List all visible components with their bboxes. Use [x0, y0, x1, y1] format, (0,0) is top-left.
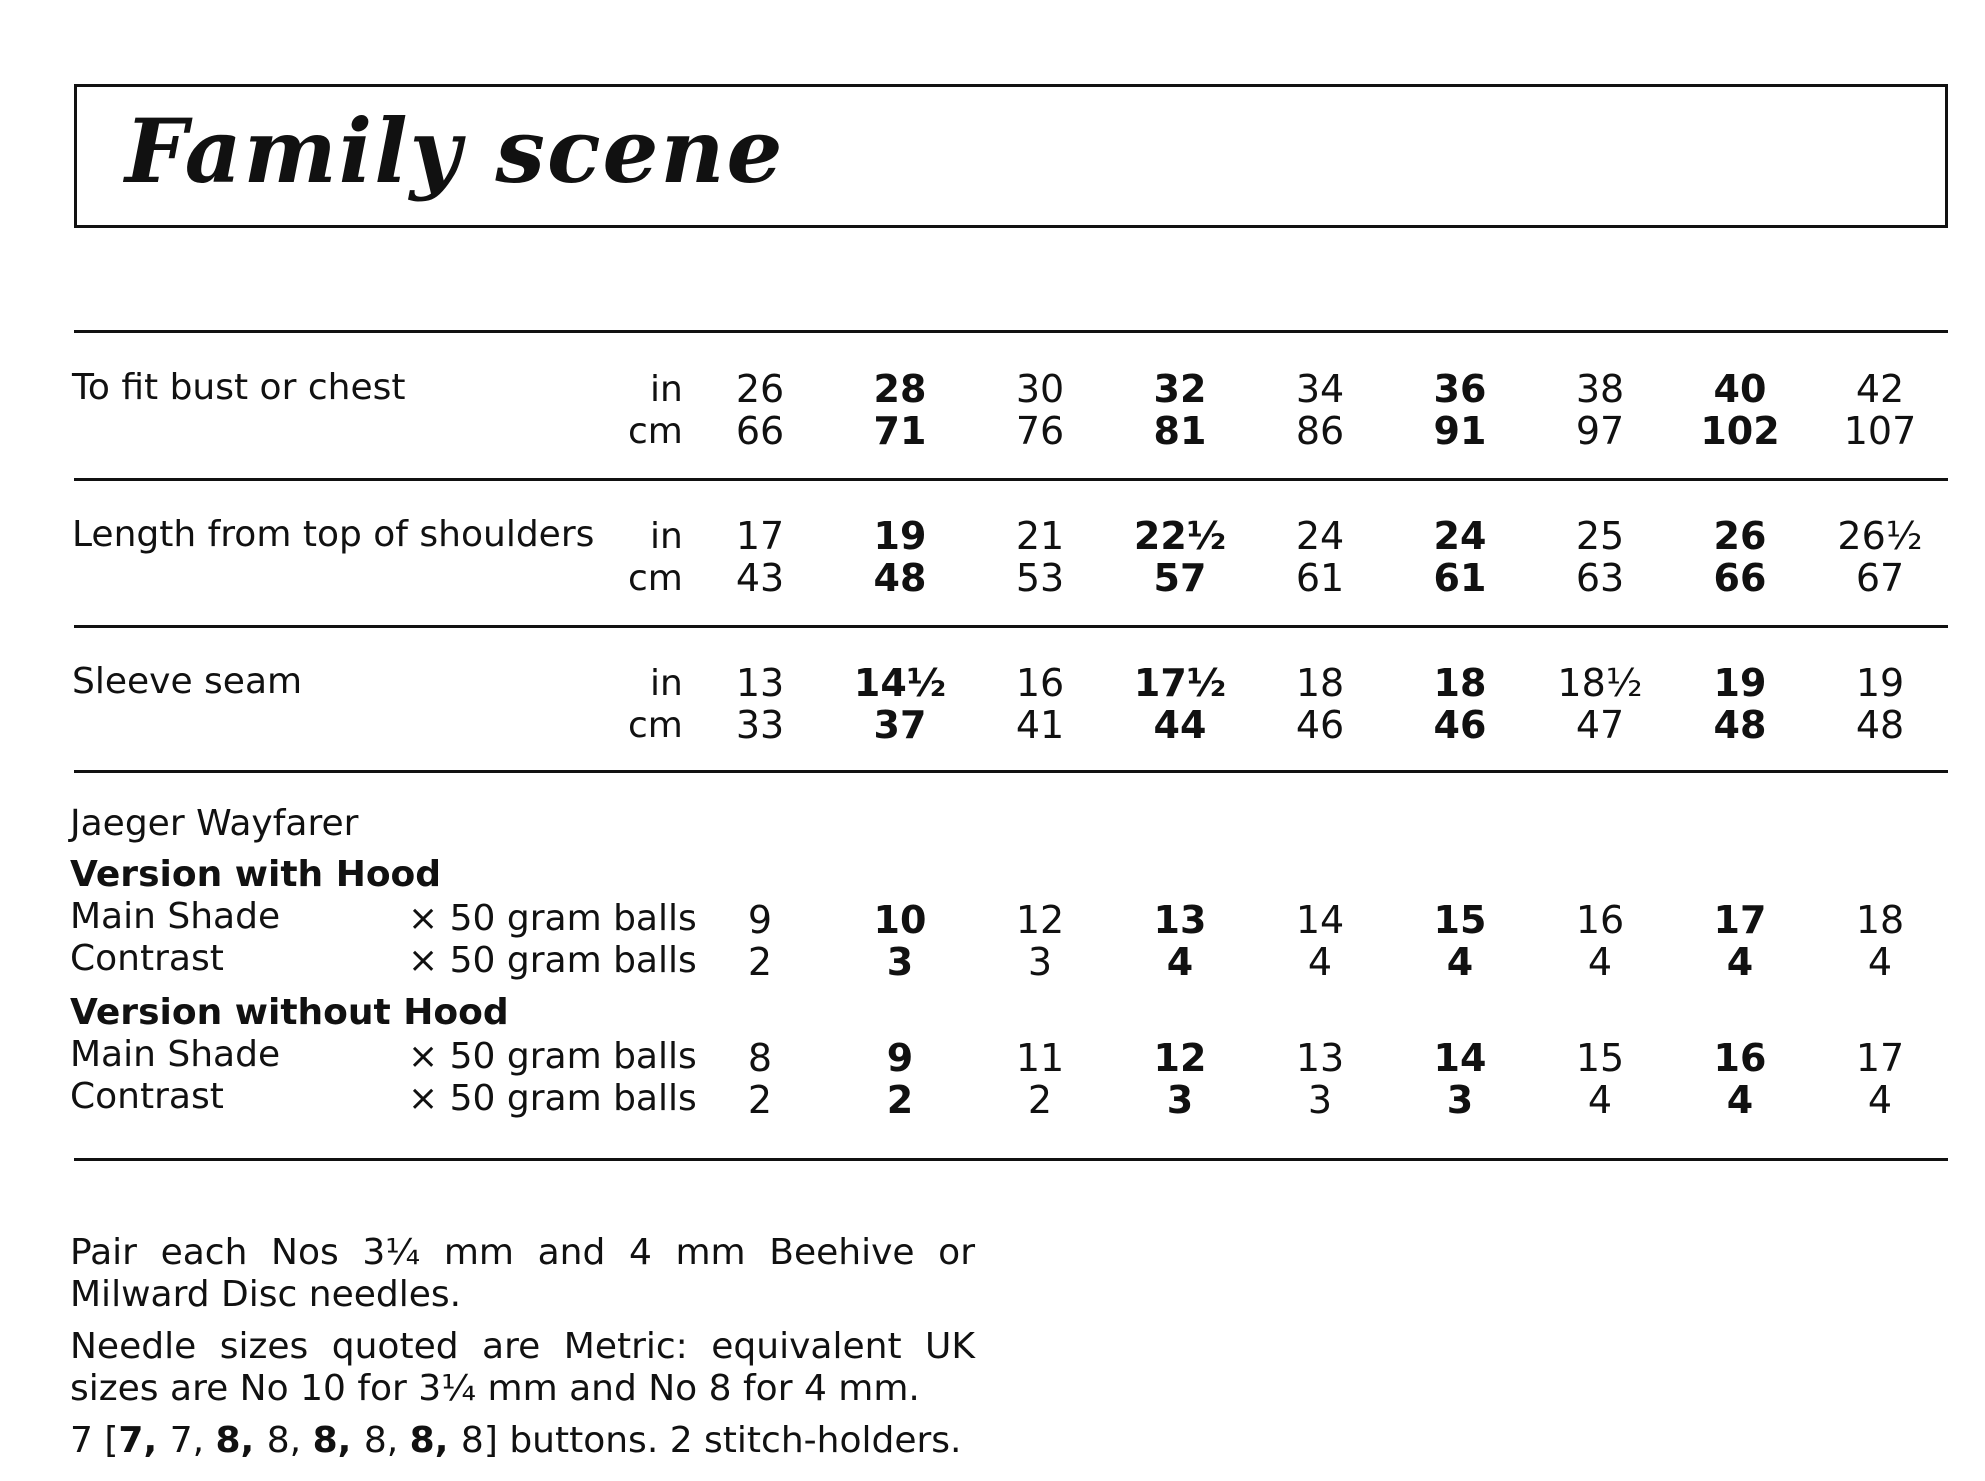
table-rule-bottom: [74, 1158, 1948, 1161]
shade-label: Main Shade: [70, 896, 281, 937]
yarn-cell: 2: [886, 1078, 914, 1122]
button-count: 8: [215, 1420, 241, 1461]
yarn-cell: 3: [1166, 1078, 1194, 1122]
cell-cm: 53: [1015, 556, 1065, 600]
yarn-cell: 17: [1855, 1036, 1905, 1080]
yarn-cell: 4: [1726, 1078, 1754, 1122]
shade-unit: × 50 gram balls: [408, 1036, 697, 1077]
yarn-cell: 9: [747, 898, 773, 942]
button-count: 8: [266, 1420, 290, 1461]
cell-cm: 33: [735, 703, 785, 747]
shade-unit: × 50 gram balls: [408, 1078, 697, 1119]
cell-cm: 91: [1433, 409, 1487, 453]
cell-cm: 86: [1295, 409, 1345, 453]
button-count: 8: [460, 1420, 484, 1461]
yarn-cell: 9: [886, 1036, 914, 1080]
button-count: 8: [409, 1420, 435, 1461]
shade-label: Contrast: [70, 1076, 224, 1117]
unit-cm: cm: [628, 411, 683, 452]
cell-cm: 67: [1855, 556, 1905, 600]
yarn-cell: 16: [1575, 898, 1625, 942]
row-label: To fit bust or chest: [72, 367, 406, 408]
cell-cm: 43: [735, 556, 785, 600]
button-count: 8: [363, 1420, 387, 1461]
metric-note: Needle sizes quoted are Metric: equivalent UK sizes are No 10 for 3¼ mm and No 8 for 4 mm.: [70, 1326, 975, 1409]
cell-cm: 97: [1575, 409, 1625, 453]
unit-cm: cm: [628, 558, 683, 599]
yarn-cell: 4: [1446, 940, 1474, 984]
cell-cm: 107: [1843, 409, 1917, 453]
cell-in: 26½: [1837, 514, 1923, 558]
cell-in: 36: [1433, 367, 1487, 411]
cell-cm: 46: [1433, 703, 1487, 747]
yarn-cell: 13: [1295, 1036, 1345, 1080]
yarn-cell: 4: [1587, 940, 1613, 984]
yarn-cell: 4: [1166, 940, 1194, 984]
buttons-note: 7 [7, 7, 8, 8, 8, 8, 8, 8] buttons. 2 stitch-holders.: [70, 1420, 962, 1461]
cell-in: 17½: [1133, 661, 1227, 705]
cell-in: 30: [1015, 367, 1065, 411]
cell-in: 18: [1295, 661, 1345, 705]
version-heading: Version without Hood: [70, 992, 509, 1033]
yarn-cell: 11: [1015, 1036, 1065, 1080]
cell-in: 21: [1015, 514, 1065, 558]
yarn-cell: 18: [1855, 898, 1905, 942]
table-rule: [74, 770, 1948, 773]
cell-cm: 76: [1015, 409, 1065, 453]
yarn-cell: 3: [886, 940, 914, 984]
cell-in: 32: [1153, 367, 1207, 411]
yarn-cell: 15: [1575, 1036, 1625, 1080]
yarn-cell: 4: [1307, 940, 1333, 984]
cell-in: 28: [873, 367, 927, 411]
yarn-cell: 2: [747, 940, 773, 984]
table-rule: [74, 625, 1948, 628]
cell-in: 26: [735, 367, 785, 411]
cell-in: 19: [1713, 661, 1767, 705]
cell-in: 40: [1713, 367, 1767, 411]
buttons-open: 7 [: [70, 1420, 119, 1461]
yarn-cell: 4: [1587, 1078, 1613, 1122]
unit-in: in: [650, 663, 683, 704]
cell-in: 18: [1433, 661, 1487, 705]
cell-cm: 102: [1700, 409, 1780, 453]
yarn-cell: 3: [1307, 1078, 1333, 1122]
yarn-cell: 4: [1726, 940, 1754, 984]
yarn-cell: 8: [747, 1036, 773, 1080]
unit-cm: cm: [628, 705, 683, 746]
yarn-cell: 16: [1713, 1036, 1767, 1080]
cell-in: 17: [735, 514, 785, 558]
table-rule: [74, 478, 1948, 481]
yarn-cell: 14: [1295, 898, 1345, 942]
button-count: 7: [118, 1420, 144, 1461]
cell-in: 18½: [1557, 661, 1643, 705]
cell-cm: 66: [1713, 556, 1767, 600]
cell-cm: 44: [1153, 703, 1207, 747]
version-heading: Version with Hood: [70, 854, 442, 895]
yarn-cell: 14: [1433, 1036, 1487, 1080]
cell-cm: 48: [873, 556, 927, 600]
cell-cm: 48: [1713, 703, 1767, 747]
cell-in: 26: [1713, 514, 1767, 558]
unit-in: in: [650, 516, 683, 557]
cell-cm: 57: [1153, 556, 1207, 600]
cell-in: 14½: [853, 661, 947, 705]
cell-in: 19: [1855, 661, 1905, 705]
materials-notes: [70, 1232, 975, 1462]
page-title: Family scene: [125, 99, 785, 203]
cell-cm: 71: [873, 409, 927, 453]
yarn-cell: 4: [1867, 1078, 1893, 1122]
yarn-cell: 2: [1027, 1078, 1053, 1122]
row-label: Sleeve seam: [72, 661, 303, 702]
buttons-close: ] buttons. 2 stitch-holders.: [483, 1420, 962, 1461]
cell-in: 25: [1575, 514, 1625, 558]
cell-in: 13: [735, 661, 785, 705]
cell-cm: 66: [735, 409, 785, 453]
cell-cm: 37: [873, 703, 927, 747]
button-count: 7: [169, 1420, 193, 1461]
yarn-cell: 3: [1446, 1078, 1474, 1122]
yarn-cell: 12: [1015, 898, 1065, 942]
cell-cm: 63: [1575, 556, 1625, 600]
cell-in: 38: [1575, 367, 1625, 411]
unit-in: in: [650, 369, 683, 410]
shade-label: Main Shade: [70, 1034, 281, 1075]
shade-unit: × 50 gram balls: [408, 898, 697, 939]
button-count: 8: [312, 1420, 338, 1461]
yarn-cell: 13: [1153, 898, 1207, 942]
yarn-cell: 12: [1153, 1036, 1207, 1080]
cell-cm: 47: [1575, 703, 1625, 747]
cell-in: 19: [873, 514, 927, 558]
shade-unit: × 50 gram balls: [408, 940, 697, 981]
table-rule-top: [74, 330, 1948, 333]
cell-cm: 61: [1295, 556, 1345, 600]
shade-label: Contrast: [70, 938, 224, 979]
cell-in: 22½: [1133, 514, 1227, 558]
yarn-cell: 15: [1433, 898, 1487, 942]
yarn-cell: 3: [1027, 940, 1053, 984]
cell-in: 24: [1433, 514, 1487, 558]
cell-cm: 61: [1433, 556, 1487, 600]
yarn-cell: 10: [873, 898, 927, 942]
yarn-cell: 17: [1713, 898, 1767, 942]
yarn-cell: 2: [747, 1078, 773, 1122]
cell-cm: 46: [1295, 703, 1345, 747]
cell-in: 42: [1855, 367, 1905, 411]
cell-in: 34: [1295, 367, 1345, 411]
title-box: [74, 84, 1948, 228]
cell-in: 16: [1015, 661, 1065, 705]
cell-cm: 81: [1153, 409, 1207, 453]
cell-in: 24: [1295, 514, 1345, 558]
yarn-name: Jaeger Wayfarer: [70, 803, 359, 844]
row-label: Length from top of shoulders: [72, 514, 595, 555]
needles-note: Pair each Nos 3¼ mm and 4 mm Beehive or Milward Disc needles.: [70, 1232, 975, 1315]
cell-cm: 41: [1015, 703, 1065, 747]
cell-cm: 48: [1855, 703, 1905, 747]
yarn-cell: 4: [1867, 940, 1893, 984]
